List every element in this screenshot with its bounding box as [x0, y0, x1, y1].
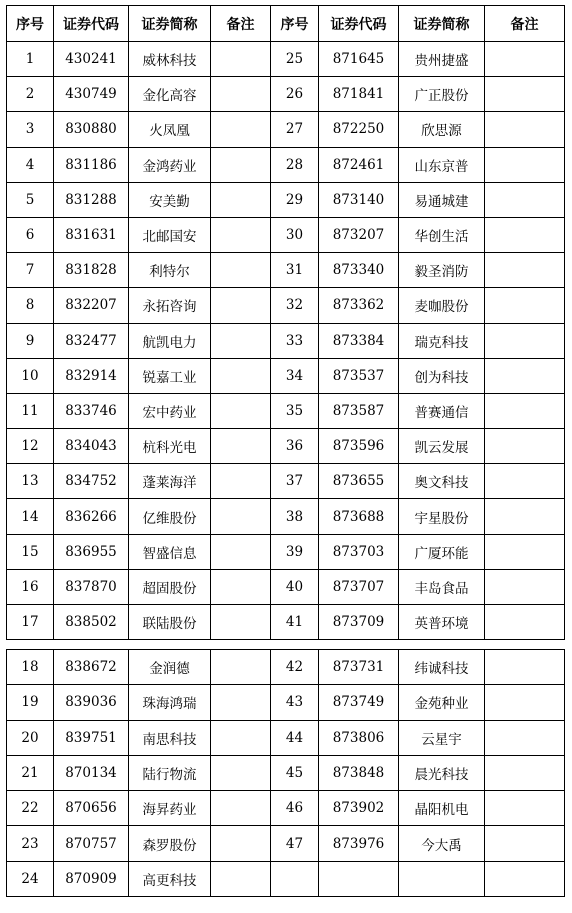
- row-index-cell: [271, 861, 319, 896]
- row-index-cell: 24: [7, 861, 54, 896]
- security-code-cell: 832207: [54, 288, 129, 323]
- table-row: [7, 605, 565, 640]
- row-index-cell: 45: [271, 755, 319, 790]
- security-code-cell: 873537: [319, 358, 399, 393]
- security-code-cell: 832477: [54, 323, 129, 358]
- security-code-cell: 870757: [54, 826, 129, 861]
- table-row: [7, 393, 565, 428]
- remark-cell: [485, 393, 565, 428]
- remark-cell: [211, 685, 271, 720]
- row-index-cell: 27: [271, 112, 319, 147]
- remark-cell: [211, 826, 271, 861]
- security-code-cell: 873731: [319, 650, 399, 685]
- security-name-cell: 宏中药业: [129, 393, 211, 428]
- row-index-cell: 23: [7, 826, 54, 861]
- remark-cell: [485, 685, 565, 720]
- remark-cell: [485, 253, 565, 288]
- security-name-cell: 火凤凰: [129, 112, 211, 147]
- security-name-cell: 永拓咨询: [129, 288, 211, 323]
- remark-cell: [211, 791, 271, 826]
- row-index-cell: 12: [7, 429, 54, 464]
- remark-cell: [485, 147, 565, 182]
- remark-cell: [211, 429, 271, 464]
- security-code-cell: 873140: [319, 182, 399, 217]
- security-name-cell: 威林科技: [129, 42, 211, 77]
- remark-cell: [211, 323, 271, 358]
- row-index-cell: 43: [271, 685, 319, 720]
- remark-cell: [485, 112, 565, 147]
- security-code-cell: 836955: [54, 534, 129, 569]
- security-code-cell: 831631: [54, 217, 129, 252]
- table-row: [7, 42, 565, 77]
- remark-cell: [485, 182, 565, 217]
- table-row: [7, 826, 565, 861]
- remark-cell: [485, 569, 565, 604]
- remark-cell: [211, 650, 271, 685]
- security-name-cell: 森罗股份: [129, 826, 211, 861]
- security-code-cell: 873902: [319, 791, 399, 826]
- security-code-cell: 873596: [319, 429, 399, 464]
- row-index-cell: 28: [271, 147, 319, 182]
- remark-cell: [211, 499, 271, 534]
- security-name-cell: 珠海鸿瑞: [129, 685, 211, 720]
- remark-cell: [211, 464, 271, 499]
- row-index-cell: 17: [7, 605, 54, 640]
- row-index-cell: 7: [7, 253, 54, 288]
- remark-cell: [485, 861, 565, 896]
- security-name-cell: 陆行物流: [129, 755, 211, 790]
- security-name-cell: 安美勤: [129, 182, 211, 217]
- remark-cell: [485, 288, 565, 323]
- row-index-cell: 8: [7, 288, 54, 323]
- security-name-cell: 英普环境: [399, 605, 485, 640]
- security-code-cell: 873749: [319, 685, 399, 720]
- table-row: [7, 147, 565, 182]
- security-code-cell: 873384: [319, 323, 399, 358]
- security-code-cell: 831288: [54, 182, 129, 217]
- row-index-cell: 10: [7, 358, 54, 393]
- remark-cell: [211, 358, 271, 393]
- security-name-cell: 凯云发展: [399, 429, 485, 464]
- row-index-cell: 2: [7, 77, 54, 112]
- security-name-cell: 华创生活: [399, 217, 485, 252]
- table-row: [7, 569, 565, 604]
- row-index-cell: 20: [7, 720, 54, 755]
- security-name-cell: 高更科技: [129, 861, 211, 896]
- row-index-cell: 30: [271, 217, 319, 252]
- security-name-cell: 普赛通信: [399, 393, 485, 428]
- remark-cell: [485, 650, 565, 685]
- remark-cell: [485, 791, 565, 826]
- security-code-cell: 831186: [54, 147, 129, 182]
- remark-cell: [211, 112, 271, 147]
- security-name-cell: 超固股份: [129, 569, 211, 604]
- remark-cell: [485, 323, 565, 358]
- security-name-cell: 瑞克科技: [399, 323, 485, 358]
- remark-cell: [211, 288, 271, 323]
- remark-cell: [211, 77, 271, 112]
- security-name-cell: 金润德: [129, 650, 211, 685]
- security-name-cell: 今大禹: [399, 826, 485, 861]
- row-index-cell: 47: [271, 826, 319, 861]
- security-name-cell: 晨光科技: [399, 755, 485, 790]
- security-name-cell: [399, 861, 485, 896]
- remark-cell: [485, 720, 565, 755]
- remark-cell: [485, 77, 565, 112]
- row-index-cell: 25: [271, 42, 319, 77]
- remark-cell: [211, 534, 271, 569]
- table-body-part2: [7, 650, 565, 897]
- table-row: [7, 288, 565, 323]
- remark-cell: [211, 861, 271, 896]
- remark-cell: [485, 499, 565, 534]
- security-name-cell: 毅圣消防: [399, 253, 485, 288]
- security-code-cell: 832914: [54, 358, 129, 393]
- row-index-cell: 42: [271, 650, 319, 685]
- security-code-cell: 873207: [319, 217, 399, 252]
- security-code-cell: 873806: [319, 720, 399, 755]
- security-code-cell: 839036: [54, 685, 129, 720]
- security-name-cell: 金鸿药业: [129, 147, 211, 182]
- security-name-cell: 广厦环能: [399, 534, 485, 569]
- security-name-cell: 亿维股份: [129, 499, 211, 534]
- header-code: 证券代码: [54, 6, 129, 42]
- remark-cell: [485, 358, 565, 393]
- security-name-cell: 奥文科技: [399, 464, 485, 499]
- remark-cell: [211, 720, 271, 755]
- header-index: 序号: [7, 6, 54, 42]
- row-index-cell: 6: [7, 217, 54, 252]
- row-index-cell: 4: [7, 147, 54, 182]
- row-index-cell: 38: [271, 499, 319, 534]
- remark-cell: [485, 464, 565, 499]
- row-index-cell: 19: [7, 685, 54, 720]
- security-code-cell: 870656: [54, 791, 129, 826]
- security-name-cell: 创为科技: [399, 358, 485, 393]
- header-remark: 备注: [485, 6, 565, 42]
- row-index-cell: 13: [7, 464, 54, 499]
- security-code-cell: [319, 861, 399, 896]
- row-index-cell: 15: [7, 534, 54, 569]
- security-code-cell: 873703: [319, 534, 399, 569]
- security-code-cell: 834752: [54, 464, 129, 499]
- security-name-cell: 丰岛食品: [399, 569, 485, 604]
- security-code-cell: 873340: [319, 253, 399, 288]
- security-name-cell: 联陆股份: [129, 605, 211, 640]
- remark-cell: [485, 534, 565, 569]
- remark-cell: [485, 826, 565, 861]
- remark-cell: [485, 429, 565, 464]
- security-name-cell: 晶阳机电: [399, 791, 485, 826]
- security-code-cell: 871645: [319, 42, 399, 77]
- security-code-cell: 838502: [54, 605, 129, 640]
- security-name-cell: 蓬莱海洋: [129, 464, 211, 499]
- security-code-cell: 872461: [319, 147, 399, 182]
- security-code-cell: 870134: [54, 755, 129, 790]
- table-row: [7, 429, 565, 464]
- security-code-cell: 873848: [319, 755, 399, 790]
- row-index-cell: 11: [7, 393, 54, 428]
- table-row: [7, 720, 565, 755]
- remark-cell: [211, 42, 271, 77]
- row-index-cell: 46: [271, 791, 319, 826]
- table-row: [7, 650, 565, 685]
- remark-cell: [211, 393, 271, 428]
- remark-cell: [485, 755, 565, 790]
- remark-cell: [485, 605, 565, 640]
- security-name-cell: 山东京普: [399, 147, 485, 182]
- remark-cell: [485, 42, 565, 77]
- security-code-cell: 873587: [319, 393, 399, 428]
- table-row: [7, 217, 565, 252]
- table-row: [7, 112, 565, 147]
- row-index-cell: 39: [271, 534, 319, 569]
- security-code-cell: 870909: [54, 861, 129, 896]
- remark-cell: [211, 755, 271, 790]
- header-name: 证券简称: [129, 6, 211, 42]
- security-name-cell: 金苑种业: [399, 685, 485, 720]
- row-index-cell: 22: [7, 791, 54, 826]
- table-row: [7, 323, 565, 358]
- remark-cell: [211, 605, 271, 640]
- security-name-cell: 海昇药业: [129, 791, 211, 826]
- table-header-row: [7, 6, 565, 42]
- row-index-cell: 9: [7, 323, 54, 358]
- securities-table-part2: [6, 649, 565, 897]
- row-index-cell: 40: [271, 569, 319, 604]
- table-row: [7, 534, 565, 569]
- header-name: 证券简称: [399, 6, 485, 42]
- table-row: [7, 253, 565, 288]
- security-code-cell: 836266: [54, 499, 129, 534]
- row-index-cell: 37: [271, 464, 319, 499]
- row-index-cell: 16: [7, 569, 54, 604]
- security-name-cell: 金化高容: [129, 77, 211, 112]
- security-name-cell: 广正股份: [399, 77, 485, 112]
- security-code-cell: 831828: [54, 253, 129, 288]
- security-code-cell: 873707: [319, 569, 399, 604]
- row-index-cell: 5: [7, 182, 54, 217]
- table-body-part1: [7, 42, 565, 640]
- security-code-cell: 833746: [54, 393, 129, 428]
- securities-table-part1: [6, 5, 565, 640]
- remark-cell: [211, 182, 271, 217]
- row-index-cell: 35: [271, 393, 319, 428]
- table-row: [7, 499, 565, 534]
- security-name-cell: 欣思源: [399, 112, 485, 147]
- remark-cell: [211, 569, 271, 604]
- security-name-cell: 易通城建: [399, 182, 485, 217]
- security-name-cell: 智盛信息: [129, 534, 211, 569]
- security-name-cell: 航凯电力: [129, 323, 211, 358]
- security-code-cell: 830880: [54, 112, 129, 147]
- row-index-cell: 41: [271, 605, 319, 640]
- security-code-cell: 430749: [54, 77, 129, 112]
- security-code-cell: 872250: [319, 112, 399, 147]
- security-code-cell: 871841: [319, 77, 399, 112]
- security-name-cell: 云星宇: [399, 720, 485, 755]
- security-code-cell: 430241: [54, 42, 129, 77]
- security-code-cell: 838672: [54, 650, 129, 685]
- table-row: [7, 77, 565, 112]
- security-name-cell: 杭科光电: [129, 429, 211, 464]
- row-index-cell: 31: [271, 253, 319, 288]
- row-index-cell: 3: [7, 112, 54, 147]
- row-index-cell: 44: [271, 720, 319, 755]
- security-code-cell: 873655: [319, 464, 399, 499]
- security-name-cell: 利特尔: [129, 253, 211, 288]
- security-code-cell: 837870: [54, 569, 129, 604]
- remark-cell: [211, 217, 271, 252]
- security-code-cell: 873362: [319, 288, 399, 323]
- security-code-cell: 873709: [319, 605, 399, 640]
- row-index-cell: 34: [271, 358, 319, 393]
- header-code: 证券代码: [319, 6, 399, 42]
- table-row: [7, 791, 565, 826]
- row-index-cell: 32: [271, 288, 319, 323]
- security-code-cell: 839751: [54, 720, 129, 755]
- row-index-cell: 29: [271, 182, 319, 217]
- table-row: [7, 182, 565, 217]
- security-name-cell: 宇星股份: [399, 499, 485, 534]
- table-row: [7, 861, 565, 896]
- remark-cell: [485, 217, 565, 252]
- table-row: [7, 755, 565, 790]
- row-index-cell: 18: [7, 650, 54, 685]
- security-code-cell: 873688: [319, 499, 399, 534]
- remark-cell: [211, 147, 271, 182]
- security-name-cell: 南思科技: [129, 720, 211, 755]
- header-remark: 备注: [211, 6, 271, 42]
- security-code-cell: 873976: [319, 826, 399, 861]
- row-index-cell: 14: [7, 499, 54, 534]
- security-name-cell: 锐嘉工业: [129, 358, 211, 393]
- row-index-cell: 26: [271, 77, 319, 112]
- security-code-cell: 834043: [54, 429, 129, 464]
- row-index-cell: 21: [7, 755, 54, 790]
- row-index-cell: 33: [271, 323, 319, 358]
- security-name-cell: 北邮国安: [129, 217, 211, 252]
- security-name-cell: 纬诚科技: [399, 650, 485, 685]
- security-name-cell: 贵州捷盛: [399, 42, 485, 77]
- table-row: [7, 358, 565, 393]
- table-row: [7, 685, 565, 720]
- row-index-cell: 36: [271, 429, 319, 464]
- table-row: [7, 464, 565, 499]
- header-index: 序号: [271, 6, 319, 42]
- row-index-cell: 1: [7, 42, 54, 77]
- security-name-cell: 麦咖股份: [399, 288, 485, 323]
- remark-cell: [211, 253, 271, 288]
